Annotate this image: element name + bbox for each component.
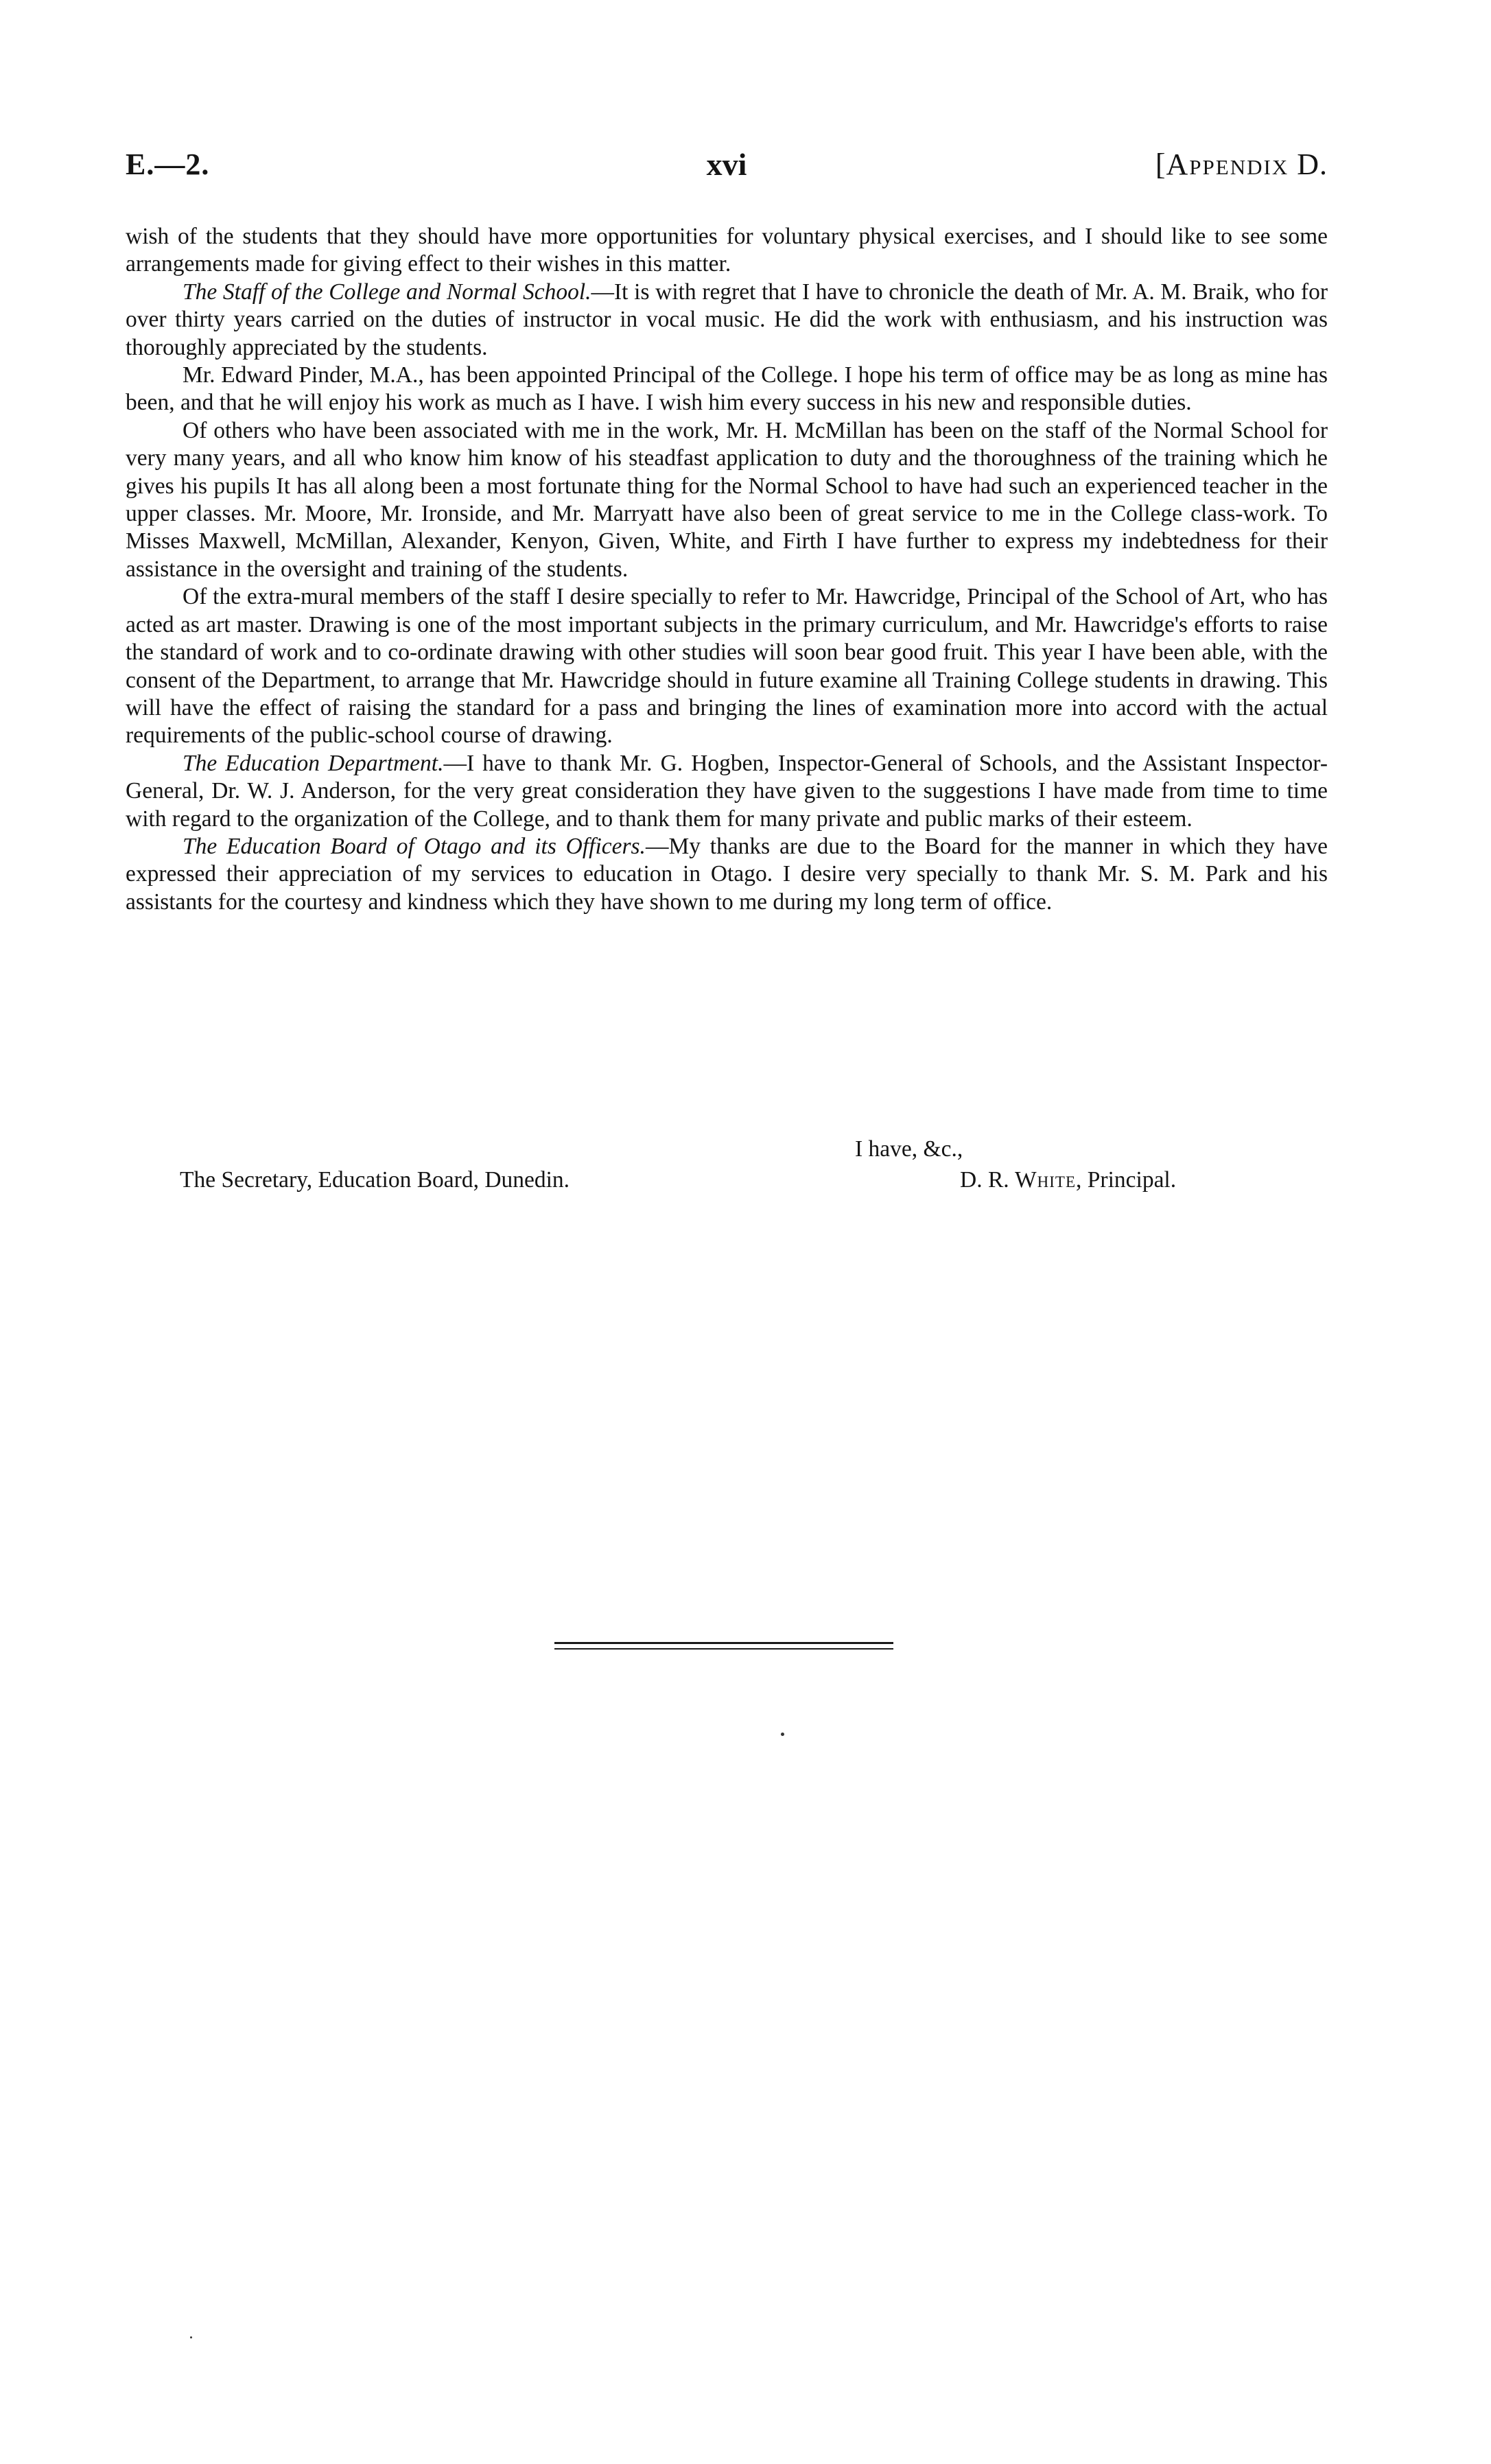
end-rule-top <box>554 1642 893 1644</box>
paragraph-text: —It is with regret that I have to chronicle the death of Mr. A. M. Braik, who for over thirty years carried on the duties of instructor in vocal music. He did the work with enthusiasm, and his instruction was thoroughly appreciated by the students. <box>126 279 1328 360</box>
paragraph-text: —I have to thank Mr. G. Hogben, Inspector-General of Schools, and the Assistant Inspector-General, Dr. W. J. Anderson, for the very great consideration they have given to the suggestions I have made from time to time with regard to the organization of the College, and to thank them for many private and public marks of their esteem. <box>126 750 1328 832</box>
paragraph-heading: The Education Department. <box>183 750 444 776</box>
document-reference: E.—2. <box>126 148 210 181</box>
signature-title: , Principal. <box>1076 1167 1177 1193</box>
paragraph-text: Of the extra-mural members of the staff I desire specially to refer to Mr. Hawcridge, Principal of the School of Art, who has acted as art master. Drawing is one of the most important subjects in the primary curriculum, and Mr. Hawcridge's efforts to raise the standard of work and to co-ordinate drawing with other studies will soon bear good fruit. This year I have been able, with the consent of the Department, to arrange that Mr. Hawcridge should in future examine all Training College students in drawing. This will have the effect of raising the standard for a pass and bringing the lines of examination more into accord with the actual requirements of the public-school course of drawing. <box>126 584 1328 749</box>
signature-initials: D. R. <box>960 1167 1015 1193</box>
paragraph-text: Mr. Edward Pinder, M.A., has been appointed Principal of the College. I hope his term of office may be as long as mine has been, and that he will enjoy his work as much as I have. I wish him every success in his new and responsible duties. <box>126 362 1328 416</box>
paragraph-heading: The Staff of the College and Normal School. <box>183 279 591 305</box>
paragraph-text: Of others who have been associated with me in the work, Mr. H. McMillan has been on the staff of the Normal School for very many years, and all who know him know of his steadfast application to duty and the thoroughness of the training which he gives his pupils It has all along been a most fortunate thing for the Normal School to have had such an experienced teacher in the upper classes. Mr. Moore, Mr. Ironside, and Mr. Marryatt have also been of great service to me in the College class-work. To Misses Maxwell, McMillan, Alexander, Kenyon, Given, White, and Firth I have further to express my indebtedness for their assistance in the oversight and training of the students. <box>126 417 1328 582</box>
page-header <box>126 144 1328 185</box>
paragraph-physical-exercises <box>126 223 1328 279</box>
signature <box>960 1166 1176 1194</box>
paragraph-staff <box>126 279 1328 362</box>
appendix-letter: D. <box>1289 148 1328 181</box>
recipient: The Secretary, Education Board, Dunedin. <box>180 1167 570 1193</box>
appendix-bracket: [ <box>1155 148 1166 181</box>
print-speck <box>781 1733 784 1736</box>
paragraph-text: —My thanks are due to the Board for the manner in which they have expressed their appreciation of my services to education in Otago. I desire very specially to thank Mr. S. M. Park and his assistants for the courtesy and kindness which they have shown to me during my long term of office. <box>126 833 1328 915</box>
letter-body <box>126 223 1328 916</box>
appendix-label <box>1155 144 1328 185</box>
paragraph-text: wish of the students that they should have more opportunities for voluntary physical exercises, and I should like to see some arrangements made for giving effect to their wishes in this matter. <box>126 224 1328 277</box>
complimentary-close: I have, &c., <box>855 1136 963 1162</box>
paragraph-education-department <box>126 750 1328 833</box>
appendix-word: Appendix <box>1166 148 1289 181</box>
paragraph-associates <box>126 417 1328 583</box>
page-number: xvi <box>706 147 747 182</box>
print-speck <box>190 2336 192 2338</box>
paragraph-new-principal <box>126 362 1328 417</box>
signature-surname: White <box>1015 1167 1077 1193</box>
paragraph-heading: The Education Board of Otago and its Officers. <box>183 833 646 859</box>
end-rule-bottom <box>554 1648 893 1650</box>
paragraph-extra-mural <box>126 583 1328 749</box>
paragraph-education-board <box>126 833 1328 916</box>
